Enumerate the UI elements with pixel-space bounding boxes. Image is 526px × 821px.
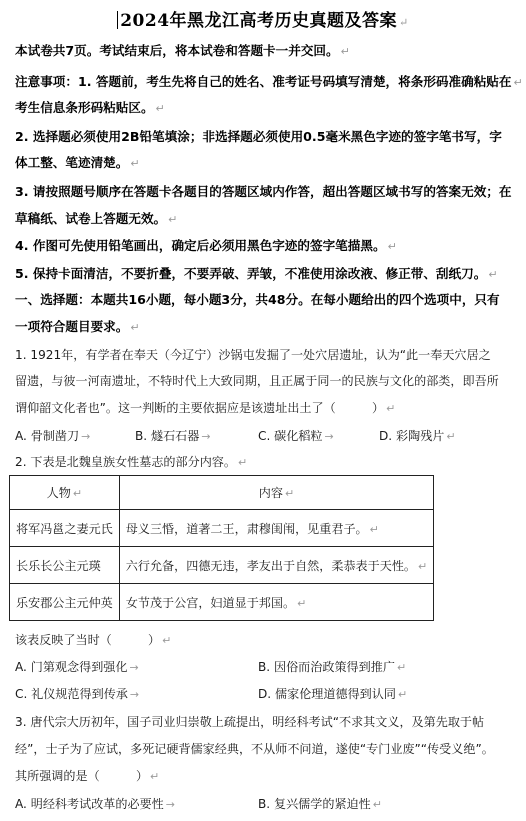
table-cell-person: 长乐长公主元瑛 <box>10 547 120 584</box>
table-cell-content: 六行允备，四德无违，孝友出于自然，柔恭表于天性。 ↵ <box>119 547 433 584</box>
exam-info-line: 本试卷共7页。考试结束后，将本试卷和答题卡一并交回。 ↵ <box>15 43 350 58</box>
paragraph-mark-icon: ↵ <box>399 16 409 29</box>
paragraph-mark-icon: ↵ <box>513 76 523 89</box>
paragraph-mark-icon: ↵ <box>130 157 140 170</box>
q2-option-d: D. 儒家伦理道德得到认同 ↵ <box>258 687 408 701</box>
paragraph-mark-icon: ↵ <box>130 321 140 334</box>
tab-mark-icon: → <box>81 430 91 443</box>
section-heading-line-a: 一、选择题：本题共16小题，每小题3分，共48分。在每小题给出的四个选项中，只有 <box>15 292 500 307</box>
notice-1-line-a: 注意事项：1. 答题前，考生先将自己的姓名、准考证号码填写清楚，将条形码准确粘贴在 ↵ <box>15 74 523 89</box>
paragraph-mark-icon: ↵ <box>237 456 248 469</box>
q1-option-b: B. 燧石石器 → <box>135 429 211 443</box>
table-header-cell: 人物 ↵ <box>10 476 120 510</box>
paragraph-mark-icon: ↵ <box>168 213 178 226</box>
paragraph-mark-icon: ↵ <box>155 102 165 115</box>
notice-3-line-a: 3. 请按照题号顺序在答题卡各题目的答题区域内作答，超出答题区域书写的答案无效；在 <box>15 184 512 199</box>
paragraph-mark-icon: ↵ <box>386 402 396 415</box>
q2-stem: 2. 下表是北魏皇族女性墓志的部分内容。 ↵ <box>15 455 248 469</box>
text-cursor <box>117 11 118 29</box>
paragraph-mark-icon: ↵ <box>446 430 456 443</box>
notice-2-line-a: 2. 选择题必须使用2B铅笔填涂；非选择题必须使用0.5毫米黑色字迹的签字笔书写，字 <box>15 129 502 144</box>
q2-option-a: A. 门第观念得到强化 → <box>15 660 139 674</box>
table-cell-person: 乐安郡公主元仲英 <box>10 584 120 621</box>
q3-stem-line-1: 3. 唐代宗大历初年，国子司业归崇敬上疏提出，明经科考试“不求其文义，及第先取于帖 <box>15 715 485 729</box>
paragraph-mark-icon: ↵ <box>340 45 350 58</box>
table-header-row <box>10 476 434 510</box>
q2-table <box>9 475 434 621</box>
notice-3-line-b: 草稿纸、试卷上答题无效。 ↵ <box>15 211 178 226</box>
table-row <box>10 584 434 621</box>
table-cell-content: 女节茂于公宫，妇道显于邦国。 ↵ <box>119 584 433 621</box>
table-row <box>10 547 434 584</box>
notice-2-line-b: 体工整、笔迹清楚。 ↵ <box>15 155 140 170</box>
q3-option-b: B. 复兴儒学的紧迫性 ↵ <box>258 797 382 811</box>
notice-4-line: 4. 作图可先使用铅笔画出，确定后必须用黑色字迹的签字笔描黑。 ↵ <box>15 238 397 253</box>
table-cell-person: 将军冯邕之妻元氏 <box>10 510 120 547</box>
table-header-cell: 内容 ↵ <box>119 476 433 510</box>
paragraph-mark-icon: ↵ <box>488 268 498 281</box>
q3-stem-line-2: 经”，士子为了应试，多死记硬背儒家经典，不从师不问道，遂使“专门业废”“传受义绝”。 <box>15 742 494 756</box>
q1-stem-line-1: 1. 1921年，有学者在奉天（今辽宁）沙锅屯发掘了一处穴居遗址，认为“此一奉天穴居之 <box>15 348 491 362</box>
table-cell-content: 母义三惛，道著二王，肃穆闺闱，见重君子。 ↵ <box>119 510 433 547</box>
q1-stem-line-3: 谓仰韶文化者也”。这一判断的主要依据应是该遗址出土了（ ） ↵ <box>15 401 396 415</box>
paragraph-mark-icon: ↵ <box>387 240 397 253</box>
q1-option-a: A. 骨制凿刀 → <box>15 429 91 443</box>
tab-mark-icon: → <box>201 430 211 443</box>
tab-mark-icon: → <box>324 430 334 443</box>
section-heading-line-b: 一项符合题目要求。 ↵ <box>15 319 140 334</box>
paragraph-mark-icon: ↵ <box>162 634 172 647</box>
q2-option-c: C. 礼仪规范得到传承 → <box>15 687 140 701</box>
paragraph-mark-icon: ↵ <box>150 770 160 783</box>
notice-1-line-b: 考生信息条形码粘贴区。 ↵ <box>15 100 165 115</box>
q2-after-table: 该表反映了当时（ ） ↵ <box>15 633 172 647</box>
q2-option-b: B. 因俗而治政策得到推广 ↵ <box>258 660 407 674</box>
table-row <box>10 510 434 547</box>
q3-stem-line-3: 其所强调的是（ ） ↵ <box>15 769 160 783</box>
q3-option-a: A. 明经科考试改革的必要性 → <box>15 797 175 811</box>
document-title: 2024年黑龙江高考历史真题及答案 ↵ <box>0 6 526 31</box>
q1-option-c: C. 碳化稻粒 → <box>258 429 334 443</box>
notice-5-line: 5. 保持卡面清洁，不要折叠，不要弄破、弄皱，不准使用涂改液、修正带、刮纸刀。 ↵ <box>15 266 498 281</box>
q1-stem-line-2: 留遗，与彼一河南遗址，不特时代上大致同期，且正属于同一的民族与文化的部类，即吾所 <box>15 374 499 388</box>
q1-option-d: D. 彩陶残片 ↵ <box>379 429 456 443</box>
